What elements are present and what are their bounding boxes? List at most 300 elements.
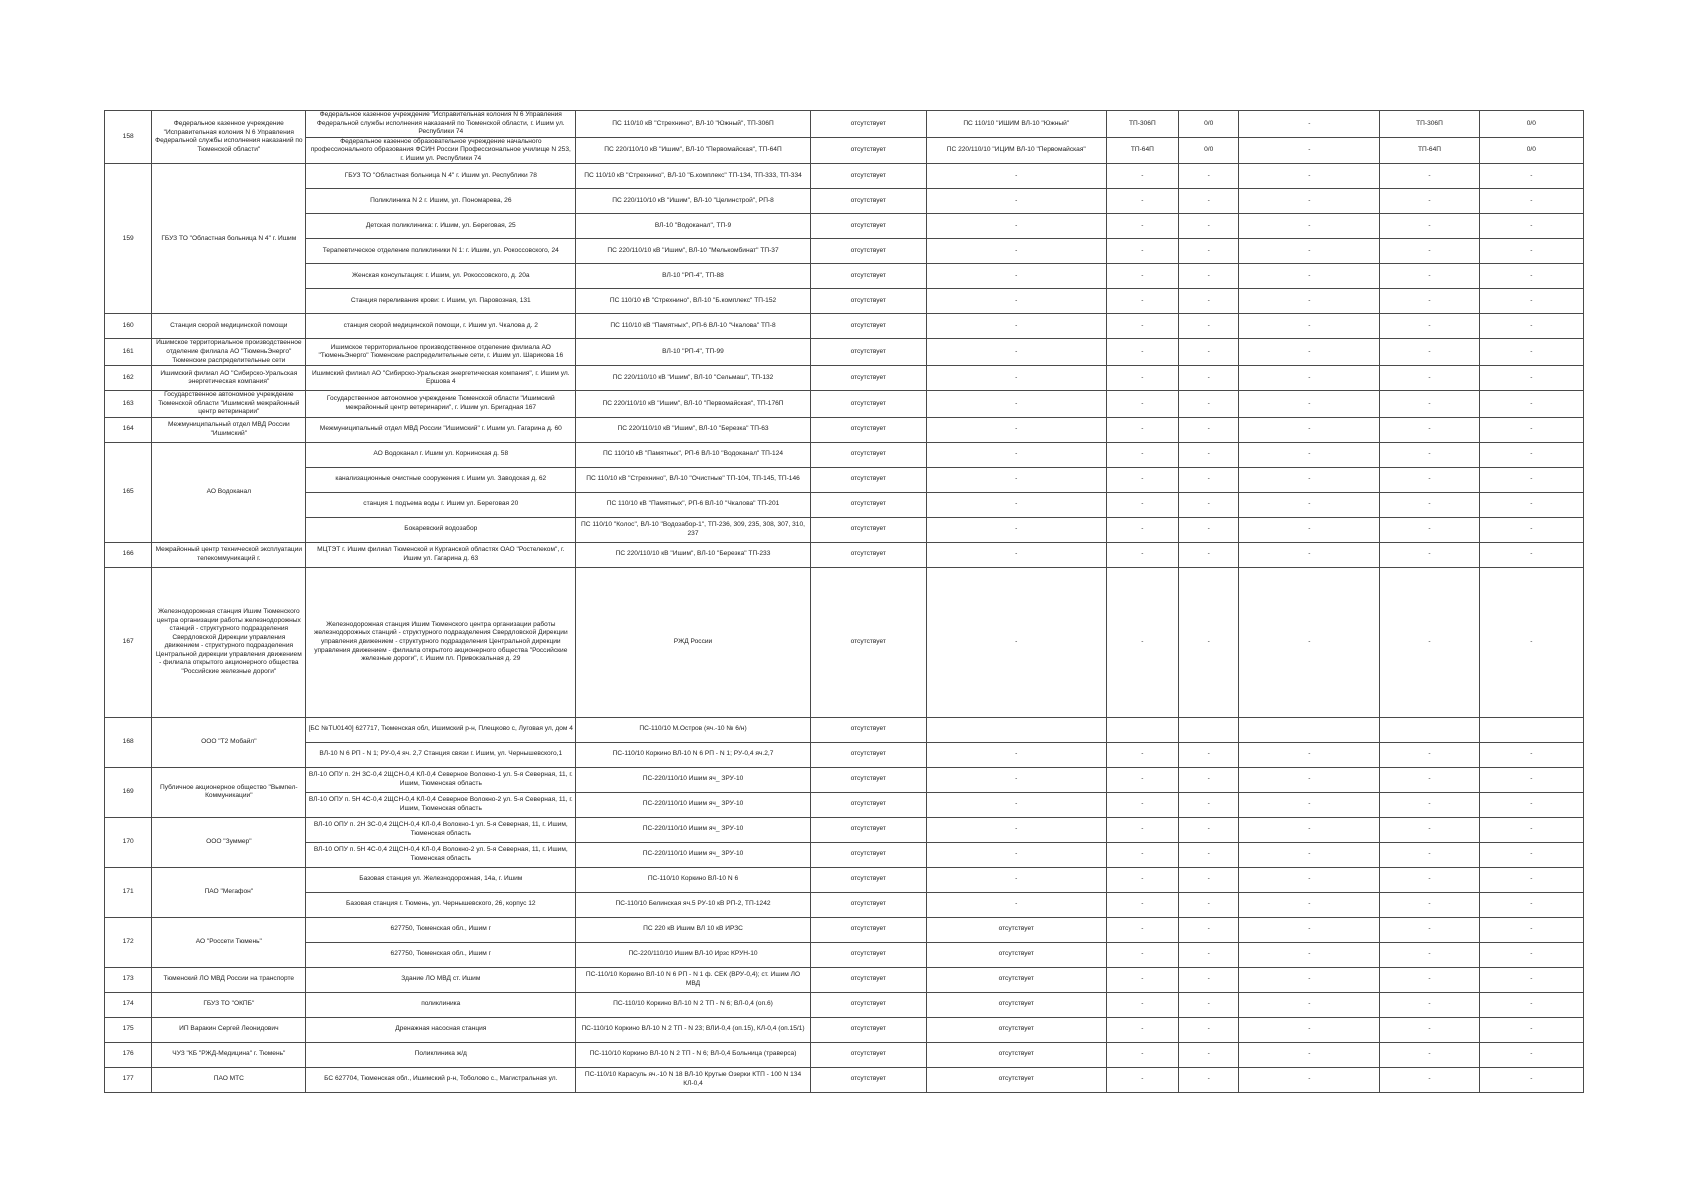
cell-tp: - (1106, 817, 1178, 842)
cell-load2: - (1479, 742, 1583, 767)
cell-feeder: - (926, 366, 1106, 391)
cell-reserve: - (1239, 542, 1380, 567)
cell-status: отсутствует (810, 366, 926, 391)
cell-status: отсутствует (810, 817, 926, 842)
cell-status: отсутствует (810, 992, 926, 1017)
cell-organization: Станция скорой медицинской помощи (152, 314, 306, 339)
cell-load: - (1178, 239, 1238, 264)
table-row (105, 137, 1584, 164)
cell-source: ПС-110/10 Коркино ВЛ-10 N 6 (576, 867, 810, 892)
cell-organization: Межрайонный центр технической эксплуатации телекоммуникаций г. (152, 542, 306, 567)
cell-load: - (1178, 314, 1238, 339)
cell-row-number: 175 (105, 1017, 152, 1042)
cell-feeder: отсутствует (926, 942, 1106, 967)
cell-feeder: отсутствует (926, 1067, 1106, 1092)
cell-load2: - (1479, 339, 1583, 366)
table-row (105, 239, 1584, 264)
cell-source: РЖД России (576, 567, 810, 717)
cell-source: ПС 110/10 кВ "Стрехнино", ВЛ-10 "Очистные" ТП-104, ТП-145, ТП-146 (576, 467, 810, 492)
cell-status: отсутствует (810, 1017, 926, 1042)
cell-reserve: - (1239, 391, 1380, 418)
cell-object: АО Водоканал г. Ишим ул. Корнинская д. 58 (306, 442, 576, 467)
cell-load: - (1178, 214, 1238, 239)
cell-feeder: - (926, 239, 1106, 264)
cell-load: - (1178, 264, 1238, 289)
cell-object: ВЛ-10 N 6 РП - N 1; РУ-0,4 яч. 2,7 Станция связи г. Ишим, ул. Чернышевского,1 (306, 742, 576, 767)
cell-source: ПС-110/10 Коркино ВЛ-10 N 2 ТП - N 23; ВЛИ-0,4 (оп.15), КЛ-0,4 (оп.15/1) (576, 1017, 810, 1042)
cell-feeder: - (926, 417, 1106, 442)
cell-load2: - (1479, 842, 1583, 867)
table-row (105, 1017, 1584, 1042)
cell-load: - (1178, 967, 1238, 992)
cell-reserve: - (1239, 817, 1380, 842)
cell-row-number: 162 (105, 366, 152, 391)
cell-status: отсутствует (810, 239, 926, 264)
cell-load2: - (1479, 239, 1583, 264)
cell-organization: Федеральное казенное учреждение "Исправительная колония N 6 Управления Федеральной службы исполнения наказаний по Тюменской области" (152, 111, 306, 164)
cell-feeder: отсутствует (926, 1017, 1106, 1042)
cell-load: - (1178, 892, 1238, 917)
cell-row-number: 172 (105, 917, 152, 967)
cell-status: отсутствует (810, 467, 926, 492)
cell-organization: ИП Варакин Сергей Леонидович (152, 1017, 306, 1042)
cell-load: - (1178, 767, 1238, 792)
cell-reserve: - (1239, 492, 1380, 517)
cell-object: Федеральное казенное образовательное учреждение начального профессионального образования ФСИН России Профессиональное училище N 253, г. Ишим ул. Республики 74 (306, 137, 576, 164)
cell-source: ПС 220/110/10 кВ "Ишим", ВЛ-10 "Сельмаш", ТП-132 (576, 366, 810, 391)
cell-source: ПС-220/110/10 Ишим яч_ ЗРУ-10 (576, 842, 810, 867)
cell-feeder: - (926, 164, 1106, 189)
cell-source: ПС-110/10 Коркино ВЛ-10 N 2 ТП - N 6; ВЛ-0,4 (оп.6) (576, 992, 810, 1017)
cell-reserve: - (1239, 867, 1380, 892)
cell-status: отсутствует (810, 492, 926, 517)
cell-load2: - (1479, 442, 1583, 467)
cell-source: ПС 220/110/10 кВ "Ишим", ВЛ-10 "Первомайская", ТП-176П (576, 391, 810, 418)
cell-reserve: - (1239, 517, 1380, 542)
spreadsheet-page (104, 110, 1584, 1100)
cell-tp2: - (1380, 542, 1479, 567)
cell-source: ВЛ-10 "РП-4", ТП-88 (576, 264, 810, 289)
cell-organization: Тюменский ЛО МВД России на транспорте (152, 967, 306, 992)
cell-organization: ООО "Т2 Мобайл" (152, 717, 306, 767)
cell-source: ПС 220/110/10 кВ "Ишим", ВЛ-10 "Целинстрой", РП-8 (576, 189, 810, 214)
cell-tp: - (1106, 567, 1178, 717)
cell-feeder: отсутствует (926, 967, 1106, 992)
cell-object: [БС №TU0140] 627717, Тюменская обл, Ишимский р-н, Плещково с, Луговая ул, дом 4 (306, 717, 576, 742)
cell-reserve: - (1239, 442, 1380, 467)
cell-reserve: - (1239, 239, 1380, 264)
cell-load2: 0/0 (1479, 111, 1583, 138)
cell-load: - (1178, 817, 1238, 842)
cell-reserve (1239, 717, 1380, 742)
table-row (105, 214, 1584, 239)
table-row (105, 391, 1584, 418)
cell-status: отсутствует (810, 792, 926, 817)
cell-feeder: - (926, 517, 1106, 542)
cell-tp2: - (1380, 314, 1479, 339)
cell-source: ПС-110/10 Белинская яч.5 РУ-10 кВ РП-2, ТП-1242 (576, 892, 810, 917)
table-row (105, 264, 1584, 289)
cell-reserve: - (1239, 742, 1380, 767)
cell-organization: Государственное автономное учреждение Тюменской области "Ишимский межрайонный центр ветеринарии" (152, 391, 306, 418)
cell-tp: - (1106, 239, 1178, 264)
cell-source: ПС-110/10 Коркино ВЛ-10 N 6 РП - N 1 ф. СЕК (ВРУ-0,4); ст. Ишим ЛО МВД (576, 967, 810, 992)
cell-object: Детская поликлиника: г. Ишим, ул. Береговая, 25 (306, 214, 576, 239)
cell-load: - (1178, 467, 1238, 492)
cell-object: 627750, Тюменская обл., Ишим г (306, 917, 576, 942)
cell-row-number: 161 (105, 339, 152, 366)
cell-source: ПС 110/10 "Колос", ВЛ-10 "Водозабор-1", ТП-236, 309, 235, 308, 307, 310, 237 (576, 517, 810, 542)
table-row (105, 542, 1584, 567)
cell-status: отсутствует (810, 314, 926, 339)
cell-feeder: ПС 110/10 "ИШИМ ВЛ-10 "Южный" (926, 111, 1106, 138)
cell-object: Поликлиника ж/д (306, 1042, 576, 1067)
cell-load2: - (1479, 792, 1583, 817)
cell-tp: - (1106, 366, 1178, 391)
cell-feeder: - (926, 214, 1106, 239)
cell-status: отсутствует (810, 867, 926, 892)
cell-object: БС 627704, Тюменская обл., Ишимский р-н, Тоболово с., Магистральная ул. (306, 1067, 576, 1092)
cell-row-number: 164 (105, 417, 152, 442)
cell-status: отсутствует (810, 892, 926, 917)
cell-tp: - (1106, 767, 1178, 792)
cell-row-number: 177 (105, 1067, 152, 1092)
cell-tp2: - (1380, 567, 1479, 717)
cell-organization: Ишимский филиал АО "Сибирско-Уральская энергетическая компания" (152, 366, 306, 391)
cell-object: ВЛ-10 ОПУ п. 2Н 3С-0,4 2ЩСН-0,4 КЛ-0,4 Северное Волокно-1 ул. 5-я Северная, 11, г. Ишим, Тюменская область (306, 767, 576, 792)
cell-status: отсутствует (810, 917, 926, 942)
cell-status: отсутствует (810, 417, 926, 442)
cell-object: Терапевтическое отделение поликлиники N 1: г. Ишим, ул. Рокоссовского, 24 (306, 239, 576, 264)
table-row (105, 314, 1584, 339)
table-row (105, 366, 1584, 391)
cell-object: Бокаревский водозабор (306, 517, 576, 542)
cell-organization: Железнодорожная станция Ишим Тюменского центра организации работы железнодорожных станций - структурного подразделения Свердловской Дирекции управления движением - структурного подразделения Центральной дирекции управления движением - филиала открытого акционерного общества "Российские железные дороги" (152, 567, 306, 717)
cell-tp: - (1106, 442, 1178, 467)
cell-load2: - (1479, 1017, 1583, 1042)
cell-organization: ПАО МТС (152, 1067, 306, 1092)
cell-load2: - (1479, 264, 1583, 289)
cell-load: - (1178, 742, 1238, 767)
cell-load: - (1178, 189, 1238, 214)
cell-status: отсутствует (810, 842, 926, 867)
cell-tp2: - (1380, 1017, 1479, 1042)
cell-organization: ПАО "Мегафон" (152, 867, 306, 917)
cell-load: - (1178, 842, 1238, 867)
cell-source: ПС-220/110/10 Ишим яч_ ЗРУ-10 (576, 817, 810, 842)
cell-object: Ишимский филиал АО "Сибирско-Уральская энергетическая компания", г. Ишим ул. Ершова 4 (306, 366, 576, 391)
cell-status: отсутствует (810, 967, 926, 992)
cell-reserve: - (1239, 842, 1380, 867)
cell-load: - (1178, 164, 1238, 189)
cell-load: - (1178, 417, 1238, 442)
cell-load2 (1479, 717, 1583, 742)
cell-feeder: - (926, 339, 1106, 366)
cell-source: ПС-220/110/10 Ишим яч_ ЗРУ-10 (576, 792, 810, 817)
cell-tp: - (1106, 867, 1178, 892)
cell-tp: - (1106, 467, 1178, 492)
cell-source: ПС 110/10 кВ "Памятных", РП-6 ВЛ-10 "Чкалова" ТП-8 (576, 314, 810, 339)
cell-tp2: - (1380, 214, 1479, 239)
cell-load2: - (1479, 942, 1583, 967)
cell-object: Базовая станция ул. Железнодорожная, 14а, г. Ишим (306, 867, 576, 892)
cell-organization: АО Водоканал (152, 442, 306, 542)
cell-feeder: - (926, 492, 1106, 517)
cell-object: Дренажная насосная станция (306, 1017, 576, 1042)
cell-feeder: - (926, 792, 1106, 817)
cell-tp: - (1106, 492, 1178, 517)
table-row (105, 492, 1584, 517)
cell-status: отсутствует (810, 1067, 926, 1092)
table-row (105, 442, 1584, 467)
cell-row-number: 163 (105, 391, 152, 418)
cell-load: - (1178, 366, 1238, 391)
cell-feeder: - (926, 892, 1106, 917)
cell-feeder: отсутствует (926, 1042, 1106, 1067)
cell-object: Железнодорожная станция Ишим Тюменского центра организации работы железнодорожных станций - структурного подразделения Свердловской Дирекции управления движением - структурного подразделения Центральной дирекции управления движением - филиала открытого акционерного общества "Российские железные дороги", г. Ишим пл. Привокзальная д. 29 (306, 567, 576, 717)
cell-source: ПС 220 кВ Ишим ВЛ 10 кВ ИРЗС (576, 917, 810, 942)
cell-load (1178, 717, 1238, 742)
cell-load: 0/0 (1178, 111, 1238, 138)
cell-status: отсутствует (810, 391, 926, 418)
cell-tp2: - (1380, 289, 1479, 314)
cell-load: - (1178, 517, 1238, 542)
cell-feeder: - (926, 442, 1106, 467)
cell-feeder: отсутствует (926, 917, 1106, 942)
cell-organization: ООО "Зуммер" (152, 817, 306, 867)
cell-load2: - (1479, 542, 1583, 567)
cell-feeder: ПС 220/110/10 "ИЦИМ ВЛ-10 "Первомайская" (926, 137, 1106, 164)
cell-load: - (1178, 289, 1238, 314)
cell-status: отсутствует (810, 1042, 926, 1067)
cell-object: ВЛ-10 ОПУ п. 5Н 4С-0,4 2ЩСН-0,4 КЛ-0,4 Волокно-2 ул. 5-я Северная, 11, г. Ишим, Тюменская область (306, 842, 576, 867)
cell-tp: - (1106, 339, 1178, 366)
cell-row-number: 169 (105, 767, 152, 817)
cell-load: - (1178, 542, 1238, 567)
cell-status: отсутствует (810, 442, 926, 467)
cell-tp2: - (1380, 164, 1479, 189)
cell-source: ВЛ-10 "РП-4", ТП-99 (576, 339, 810, 366)
table-row (105, 742, 1584, 767)
cell-tp2: - (1380, 467, 1479, 492)
table-row (105, 164, 1584, 189)
cell-row-number: 160 (105, 314, 152, 339)
cell-reserve: - (1239, 339, 1380, 366)
cell-reserve: - (1239, 467, 1380, 492)
cell-reserve: - (1239, 137, 1380, 164)
cell-reserve: - (1239, 967, 1380, 992)
cell-reserve: - (1239, 164, 1380, 189)
cell-row-number: 167 (105, 567, 152, 717)
cell-tp2: - (1380, 917, 1479, 942)
cell-tp2: ТП-64П (1380, 137, 1479, 164)
cell-tp2: - (1380, 767, 1479, 792)
table-row (105, 1042, 1584, 1067)
cell-object: Поликлиника N 2 г. Ишим, ул. Пономарева, 26 (306, 189, 576, 214)
cell-tp: - (1106, 189, 1178, 214)
cell-tp2: - (1380, 792, 1479, 817)
cell-row-number: 174 (105, 992, 152, 1017)
cell-tp2: - (1380, 189, 1479, 214)
cell-tp: - (1106, 992, 1178, 1017)
cell-object: Женская консультация: г. Ишим, ул. Рокоссовского, д. 20а (306, 264, 576, 289)
table-row (105, 992, 1584, 1017)
cell-load2: - (1479, 214, 1583, 239)
cell-tp: - (1106, 164, 1178, 189)
cell-object: Государственное автономное учреждение Тюменской области "Ишимский межрайонный центр ветеринарии", г. Ишим ул. Бригадная 167 (306, 391, 576, 418)
cell-feeder: - (926, 314, 1106, 339)
table-row (105, 417, 1584, 442)
cell-feeder: - (926, 264, 1106, 289)
cell-tp2 (1380, 717, 1479, 742)
cell-source: ПС 110/10 кВ "Памятных", РП-6 ВЛ-10 "Чкалова" ТП-201 (576, 492, 810, 517)
cell-object: Межмуниципальный отдел МВД России "Ишимский" г. Ишим ул. Гагарина д. 60 (306, 417, 576, 442)
table-row (105, 817, 1584, 842)
cell-tp2: - (1380, 842, 1479, 867)
cell-load: - (1178, 492, 1238, 517)
cell-load2: - (1479, 1067, 1583, 1092)
cell-object: Здание ЛО МВД ст. Ишим (306, 967, 576, 992)
cell-reserve: - (1239, 1017, 1380, 1042)
cell-reserve: - (1239, 1042, 1380, 1067)
cell-load: - (1178, 1042, 1238, 1067)
table-row (105, 339, 1584, 366)
cell-feeder: - (926, 391, 1106, 418)
cell-organization: ГБУЗ ТО "ОКПБ" (152, 992, 306, 1017)
cell-load2: - (1479, 189, 1583, 214)
cell-load2: - (1479, 892, 1583, 917)
table-row (105, 867, 1584, 892)
cell-source: ПС-220/110/10 Ишим яч_ ЗРУ-10 (576, 767, 810, 792)
cell-tp2: ТП-306П (1380, 111, 1479, 138)
table-row (105, 767, 1584, 792)
cell-row-number: 158 (105, 111, 152, 164)
cell-status: отсутствует (810, 339, 926, 366)
cell-row-number: 176 (105, 1042, 152, 1067)
cell-feeder: - (926, 742, 1106, 767)
cell-object: канализационные очистные сооружения г. Ишим ул. Заводская д. 62 (306, 467, 576, 492)
cell-status: отсутствует (810, 542, 926, 567)
cell-reserve: - (1239, 189, 1380, 214)
cell-row-number: 170 (105, 817, 152, 867)
cell-source: ПС-110/10 Коркино ВЛ-10 N 6 РП - N 1; РУ-0,4 яч.2,7 (576, 742, 810, 767)
cell-tp: - (1106, 214, 1178, 239)
cell-load2: - (1479, 992, 1583, 1017)
table-row (105, 717, 1584, 742)
cell-status: отсутствует (810, 517, 926, 542)
cell-source: ПС 220/110/10 кВ "Ишим", ВЛ-10 "Березка" ТП-233 (576, 542, 810, 567)
cell-reserve: - (1239, 942, 1380, 967)
cell-tp2: - (1380, 1042, 1479, 1067)
cell-tp2: - (1380, 992, 1479, 1017)
table-row (105, 892, 1584, 917)
cell-source: ПС 220/110/10 кВ "Ишим", ВЛ-10 "Березка" ТП-63 (576, 417, 810, 442)
cell-load2: - (1479, 164, 1583, 189)
cell-feeder: - (926, 817, 1106, 842)
cell-row-number: 168 (105, 717, 152, 767)
cell-row-number: 159 (105, 164, 152, 314)
cell-reserve: - (1239, 567, 1380, 717)
cell-tp: - (1106, 942, 1178, 967)
cell-load2: - (1479, 917, 1583, 942)
cell-load2: - (1479, 867, 1583, 892)
cell-load: - (1178, 917, 1238, 942)
cell-tp2: - (1380, 892, 1479, 917)
cell-tp2: - (1380, 817, 1479, 842)
cell-tp: - (1106, 314, 1178, 339)
cell-status: отсутствует (810, 742, 926, 767)
cell-tp: - (1106, 264, 1178, 289)
cell-tp2: - (1380, 742, 1479, 767)
cell-row-number: 166 (105, 542, 152, 567)
cell-load: - (1178, 339, 1238, 366)
cell-tp: - (1106, 842, 1178, 867)
cell-load2: - (1479, 366, 1583, 391)
cell-object: Федеральное казенное учреждение "Исправительная колония N 6 Управления Федеральной службы исполнения наказаний по Тюменской области, г. Ишим ул. Республики 74 (306, 111, 576, 138)
cell-load2: - (1479, 289, 1583, 314)
cell-tp2: - (1380, 264, 1479, 289)
cell-feeder: - (926, 842, 1106, 867)
cell-tp2: - (1380, 391, 1479, 418)
cell-tp2: - (1380, 867, 1479, 892)
cell-tp: - (1106, 542, 1178, 567)
cell-load2: - (1479, 767, 1583, 792)
cell-tp (1106, 717, 1178, 742)
cell-source: ПС 220/110/10 кВ "Ишим", ВЛ-10 "Первомайская", ТП-64П (576, 137, 810, 164)
cell-source: ПС-220/110/10 Ишим ВЛ-10 Ирзс КРУН-10 (576, 942, 810, 967)
cell-object: Базовая станция г. Тюмень, ул. Чернышевского, 26, корпус 12 (306, 892, 576, 917)
cell-source: ПС 110/10 кВ "Памятных", РП-6 ВЛ-10 "Водоканал" ТП-124 (576, 442, 810, 467)
cell-status: отсутствует (810, 264, 926, 289)
cell-source: ПС-110/10 Карасуль яч.-10 N 18 ВЛ-10 Крутые Озерки КТП - 100 N 134 КЛ-0,4 (576, 1067, 810, 1092)
cell-tp2: - (1380, 339, 1479, 366)
cell-tp: - (1106, 892, 1178, 917)
table-row (105, 189, 1584, 214)
cell-load2: 0/0 (1479, 137, 1583, 164)
cell-organization: ЧУЗ "КБ "РЖД-Медицина" г. Тюмень" (152, 1042, 306, 1067)
cell-tp: - (1106, 1067, 1178, 1092)
cell-load2: - (1479, 817, 1583, 842)
cell-load2: - (1479, 467, 1583, 492)
cell-load: - (1178, 942, 1238, 967)
table-row (105, 792, 1584, 817)
table-row (105, 1067, 1584, 1092)
cell-status: отсутствует (810, 942, 926, 967)
cell-reserve: - (1239, 214, 1380, 239)
cell-tp: - (1106, 517, 1178, 542)
cell-reserve: - (1239, 314, 1380, 339)
table-row (105, 289, 1584, 314)
cell-object: ВЛ-10 ОПУ п. 5Н 4С-0,4 2ЩСН-0,4 КЛ-0,4 Северное Волокно-2 ул. 5-я Северная, 11, г. Ишим, Тюменская область (306, 792, 576, 817)
cell-tp: - (1106, 917, 1178, 942)
cell-tp: - (1106, 742, 1178, 767)
cell-feeder: - (926, 189, 1106, 214)
cell-feeder: - (926, 767, 1106, 792)
cell-status: отсутствует (810, 164, 926, 189)
cell-tp2: - (1380, 492, 1479, 517)
table-row (105, 567, 1584, 717)
cell-status: отсутствует (810, 137, 926, 164)
cell-tp: ТП-306П (1106, 111, 1178, 138)
cell-source: ВЛ-10 "Водоканал", ТП-9 (576, 214, 810, 239)
cell-object: ВЛ-10 ОПУ п. 2Н 3С-0,4 2ЩСН-0,4 КЛ-0,4 Волокно-1 ул. 5-я Северная, 11, г. Ишим, Тюменская область (306, 817, 576, 842)
cell-load: - (1178, 1017, 1238, 1042)
cell-source: ПС 220/110/10 кВ "Ишим", ВЛ-10 "Мелькомбинат" ТП-37 (576, 239, 810, 264)
cell-load2: - (1479, 567, 1583, 717)
cell-status: отсутствует (810, 289, 926, 314)
cell-status: отсутствует (810, 767, 926, 792)
cell-reserve: - (1239, 1067, 1380, 1092)
